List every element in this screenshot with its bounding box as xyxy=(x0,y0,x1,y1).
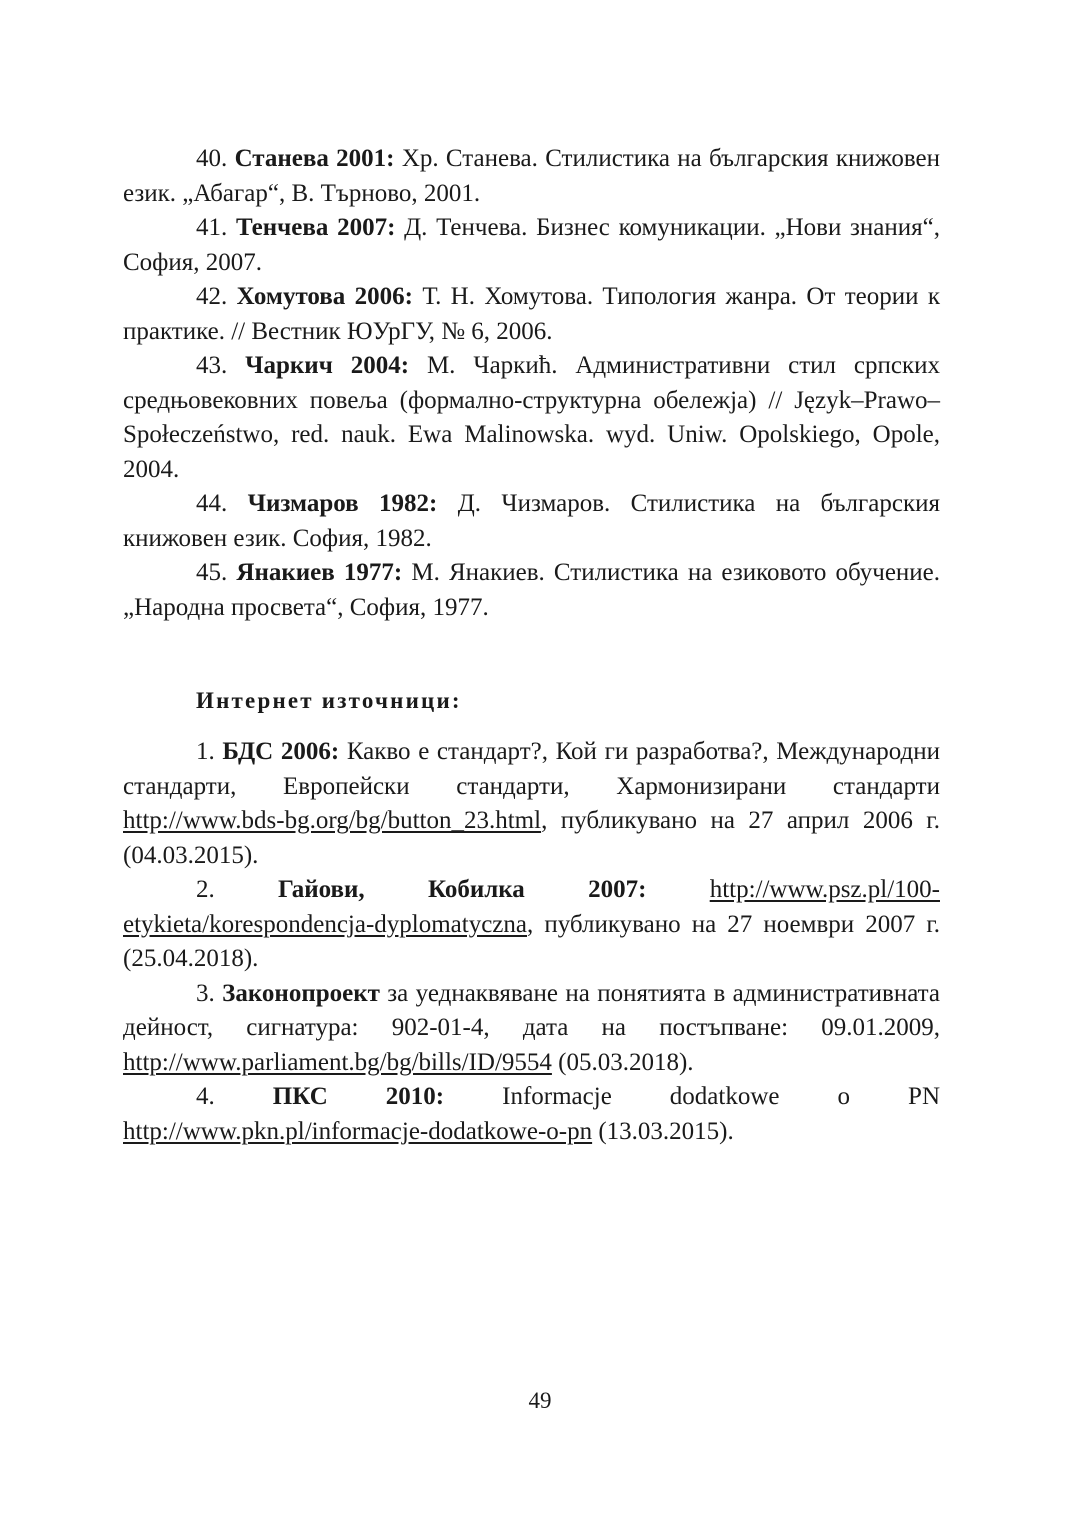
reference-number: 43. xyxy=(196,352,228,379)
reference-number: 44. xyxy=(196,490,228,517)
source-text-after: , публикувано на 27 април 2006 г. (04.03.2015). xyxy=(123,807,940,869)
source-link[interactable]: http://www.pkn.pl/informacje-dodatkowe-o-pn xyxy=(123,1117,593,1145)
source-link[interactable]: http://www.parliament.bg/bg/bills/ID/9554 xyxy=(123,1048,552,1076)
bibliography-list xyxy=(123,142,940,625)
reference-item xyxy=(123,142,940,211)
source-number: 4. xyxy=(196,1083,215,1110)
reference-item xyxy=(123,211,940,280)
reference-author: Хомутова 2006: xyxy=(236,283,413,310)
source-text: Informacje dodatkowe o PN xyxy=(502,1083,940,1110)
reference-number: 45. xyxy=(196,559,228,586)
reference-author: Чизмаров 1982: xyxy=(247,490,438,517)
source-text-after: , публикувано на 27 ноември 2007 г. (25.04.2018). xyxy=(123,910,940,972)
source-link[interactable]: http://www.psz.pl/100-etykieta/korespondencja-dyplomatyczna xyxy=(123,876,940,938)
internet-sources-heading: Интернет източници: xyxy=(196,688,462,713)
reference-item xyxy=(123,349,940,487)
source-number: 2. xyxy=(196,876,215,903)
reference-text: Т. Н. Хомутова. Типология жанра. От теории к практике. // Вестник ЮУрГУ, № 6, 2006. xyxy=(123,283,941,345)
reference-author: Янакиев 1977: xyxy=(236,559,403,586)
source-text: Какво е стандарт?, Кой ги разработва?, Международни стандарти, Европейски стандарти, Хармонизирани стандарти xyxy=(123,738,941,800)
reference-number: 41. xyxy=(196,214,228,241)
reference-text: М. Янакиев. Стилистика на езиковото обучение. „Народна просвета“, София, 1977. xyxy=(123,559,941,621)
reference-item xyxy=(123,556,940,625)
source-author: ПКС 2010: xyxy=(272,1083,445,1110)
reference-author: Станева 2001: xyxy=(234,145,395,172)
reference-author: Чаркич 2004: xyxy=(245,352,410,379)
reference-text: Хр. Станева. Стилистика на българския книжовен език. „Абагар“, В. Търново, 2001. xyxy=(123,145,941,207)
internet-source-item xyxy=(123,735,940,873)
reference-text: Д. Чизмаров. Стилистика на българския книжовен език. София, 1982. xyxy=(123,490,941,552)
internet-source-item xyxy=(123,873,940,977)
source-author: Гайови, Кобилка 2007: xyxy=(278,876,647,903)
source-author: БДС 2006: xyxy=(222,738,340,765)
source-text: за уеднаквяване на понятията в административната дейност, сигнатура: 902-01-4, дата на постъпване: 09.01.2009, xyxy=(123,979,940,1041)
internet-source-item xyxy=(123,1080,940,1149)
reference-text: М. Чаркић. Административни стил српских средњовековних повеља (формално-структурна обележја) // Język–Prawo–Społeczeństwo, red. nauk. Ewa Malinowska. wyd. Uniw. Opolskiego, Opole, 2004. xyxy=(123,352,941,483)
source-text-after: (13.03.2015). xyxy=(592,1117,734,1145)
internet-source-item xyxy=(123,977,940,1081)
reference-number: 40. xyxy=(196,145,228,172)
source-link[interactable]: http://www.bds-bg.org/bg/button_23.html xyxy=(123,807,542,834)
reference-text: Д. Тенчева. Бизнес комуникации. „Нови знания“, София, 2007. xyxy=(123,214,941,276)
source-number: 1. xyxy=(196,738,215,765)
source-number: 3. xyxy=(196,979,215,1007)
source-author: Законопроект xyxy=(222,979,380,1007)
internet-sources-list xyxy=(123,735,940,1149)
source-text-after: (05.03.2018). xyxy=(551,1048,694,1076)
page-number: 49 xyxy=(528,1388,552,1413)
reference-number: 42. xyxy=(196,283,228,310)
reference-item xyxy=(123,487,940,556)
reference-item xyxy=(123,280,940,349)
reference-author: Тенчева 2007: xyxy=(235,214,396,241)
